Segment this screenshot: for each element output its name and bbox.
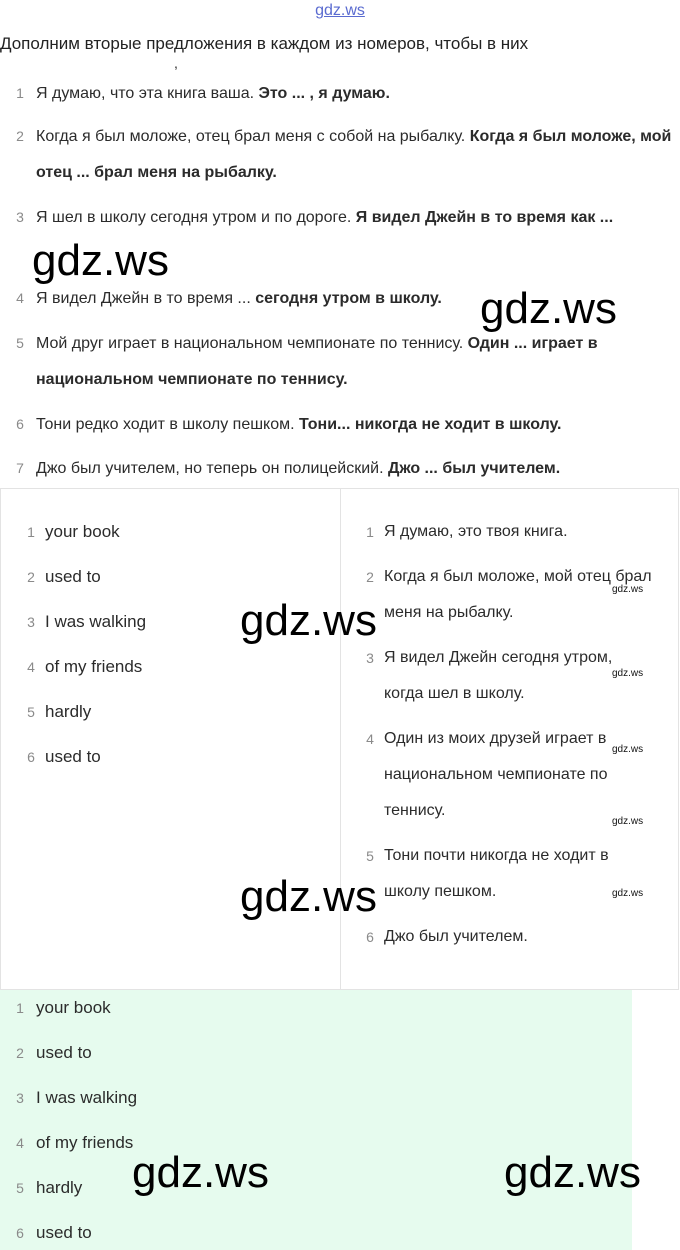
answer-text: your book (36, 998, 111, 1017)
item-number: 4 (366, 731, 374, 747)
sentence-text: Я видел Джейн в то время ... сегодня утром в школу. (36, 290, 442, 307)
translation-text: Тони почти никогда не ходит в школу пешком. (384, 847, 609, 900)
answer-text: used to (45, 747, 101, 766)
watermark: gdz.ws (612, 584, 644, 595)
exercise-instruction: Дополним вторые предложения в каждом из номеров, чтобы в них (0, 34, 529, 53)
answer-text: I was walking (45, 612, 147, 631)
final-answer-box (0, 990, 632, 1250)
watermark: gdz.ws (480, 284, 617, 333)
translation-text: Джо был учителем. (384, 928, 528, 945)
answer-text: of my friends (45, 657, 143, 676)
sentence-text: Я думаю, что эта книга ваша. Это ... , я думаю. (36, 85, 390, 102)
item-number: 5 (16, 335, 24, 351)
answer-text: of my friends (36, 1133, 134, 1152)
answer-text: hardly (36, 1178, 83, 1197)
site-logo[interactable]: gdz.ws (315, 2, 365, 19)
item-number: 1 (27, 524, 35, 540)
item-number: 3 (16, 209, 24, 225)
sentence-text: Когда я был моложе, отец брал меня с собой на рыбалку. Когда я был моложе, мой отец ... брал меня на рыбалку. (36, 128, 672, 181)
item-number: 2 (366, 569, 374, 585)
item-number: 1 (16, 85, 24, 101)
watermark: gdz.ws (612, 744, 644, 755)
item-number: 5 (27, 704, 35, 720)
item-number: 4 (27, 659, 35, 675)
item-number: 2 (27, 569, 35, 585)
watermark: gdz.ws (612, 816, 644, 827)
item-number: 5 (16, 1180, 24, 1196)
item-number: 6 (16, 1225, 24, 1241)
sentence-text: Мой друг играет в национальном чемпионате по теннису. Один ... играет в национальном чемпионате по теннису. (36, 335, 598, 388)
item-number: 7 (16, 460, 24, 476)
item-number: 4 (16, 290, 24, 306)
item-number: 4 (16, 1135, 24, 1151)
item-number: 3 (16, 1090, 24, 1106)
answer-text: used to (36, 1223, 92, 1242)
item-number: 5 (366, 848, 374, 864)
translation-text: Я видел Джейн сегодня утром, когда шел в школу. (384, 649, 613, 702)
answer-text: used to (36, 1043, 92, 1062)
answer-text: I was walking (36, 1088, 138, 1107)
item-number: 2 (16, 1045, 24, 1061)
watermark: gdz.ws (132, 1148, 269, 1197)
item-number: 3 (366, 650, 374, 666)
watermark: gdz.ws (504, 1148, 641, 1197)
watermark: gdz.ws (240, 596, 377, 645)
answer-text: your book (45, 522, 120, 541)
sentence-text: Джо был учителем, но теперь он полицейский. Джо ... был учителем. (36, 460, 561, 477)
answer-text: used to (45, 567, 101, 586)
translation-text: Когда я был моложе, мой отец брал меня на рыбалку. (384, 568, 652, 621)
sentence-text: Я шел в школу сегодня утром и по дороге. Я видел Джейн в то время как ... (36, 209, 614, 226)
watermark: gdz.ws (612, 668, 644, 679)
item-number: 3 (27, 614, 35, 630)
answer-text: hardly (45, 702, 92, 721)
item-number: 6 (366, 929, 374, 945)
translation-text: Один из моих друзей играет в национальном чемпионате по теннису. (384, 730, 608, 819)
item-number: 6 (16, 416, 24, 432)
item-number: 1 (366, 524, 374, 540)
translation-text: Я думаю, это твоя книга. (384, 523, 568, 540)
cropped-text-line: , (174, 55, 178, 71)
watermark: gdz.ws (612, 888, 644, 899)
item-number: 2 (16, 128, 24, 144)
sentence-text: Тони редко ходит в школу пешком. Тони... никогда не ходит в школу. (36, 416, 562, 433)
item-number: 6 (27, 749, 35, 765)
watermark: gdz.ws (240, 872, 377, 921)
watermark: gdz.ws (32, 236, 169, 285)
item-number: 1 (16, 1000, 24, 1016)
